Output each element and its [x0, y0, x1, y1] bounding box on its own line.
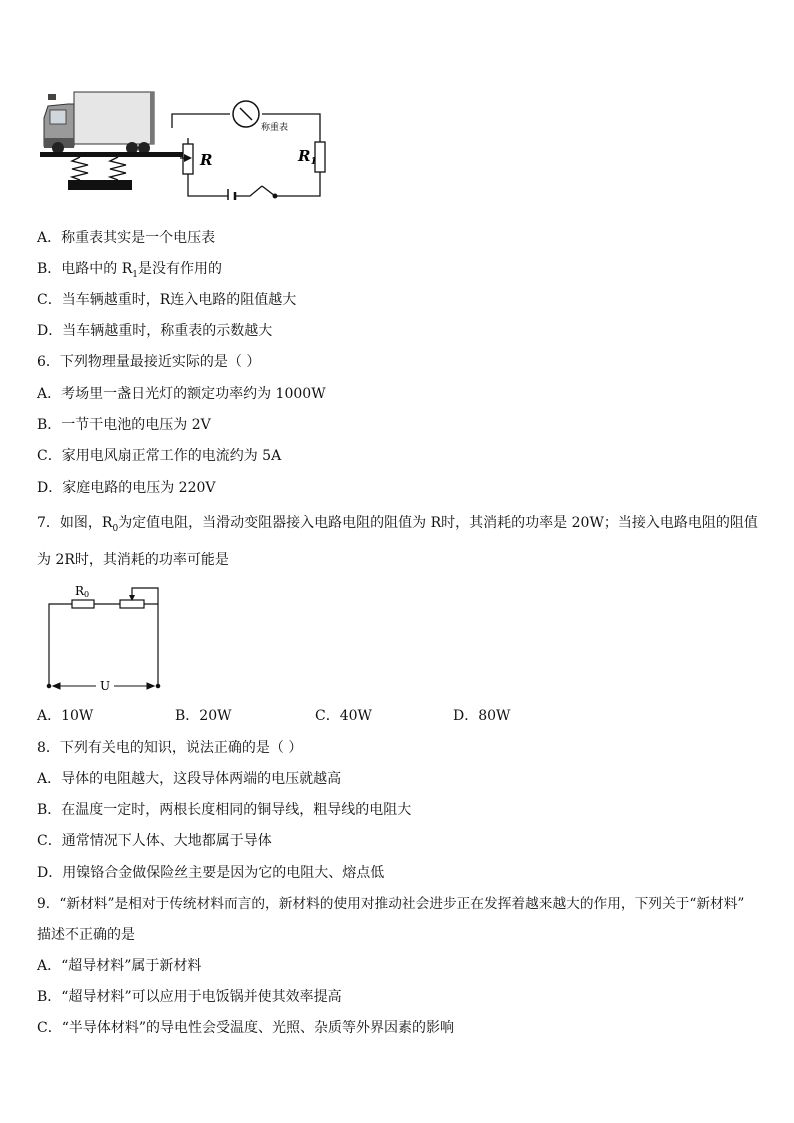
q6-stem: 6．下列物理量最接近实际的是（ ）: [37, 354, 261, 370]
q6-option-c: C．家用电风扇正常工作的电流约为 5A: [37, 448, 282, 464]
switch-icon: [262, 186, 277, 198]
q5-option-d: D．当车辆越重时，称重表的示数越大: [37, 323, 273, 339]
q7-option-c: C．40W: [315, 708, 372, 724]
q8-option-d: D．用镍铬合金做保险丝主要是因为它的电阻大、熔点低: [37, 865, 385, 881]
weight-meter-label: 称重表: [261, 123, 289, 133]
base-block: [68, 180, 132, 190]
resistor-r0-label: R0: [75, 584, 90, 599]
truck-scale-figure: [40, 88, 340, 200]
q7-option-b: B．20W: [175, 708, 232, 724]
rheostat: [120, 600, 144, 608]
q7-stem-line2: 为 2R时，其消耗的功率可能是: [37, 552, 229, 568]
resistor-r1-label: $R_1$: [298, 147, 317, 167]
q7-option-d: D．80W: [453, 708, 511, 724]
q6-option-b: B．一节干电池的电压为 2V: [37, 417, 211, 433]
q5-option-a: A．称重表其实是一个电压表: [37, 230, 216, 246]
q5-option-b: B．电路中的 $R_1$是没有作用的: [37, 261, 223, 280]
q7-option-a: A．10W: [37, 708, 94, 724]
weighing-platform: [40, 152, 185, 157]
q5-option-c: C．当车辆越重时，R连入电路的阻值越大: [37, 292, 297, 308]
q9-option-b: B．“超导材料”可以应用于电饭锅并使其效率提高: [37, 989, 342, 1005]
q8-stem: 8．下列有关电的知识，说法正确的是（ ）: [37, 740, 303, 756]
q8-option-c: C．通常情况下人体、大地都属于导体: [37, 833, 272, 849]
rheostat-label: R: [200, 151, 213, 169]
q8-option-b: B．在温度一定时，两根长度相同的铜导线，粗导线的电阻大: [37, 802, 412, 818]
r0-rheostat-circuit-figure: [44, 582, 168, 696]
q8-option-a: A．导体的电阻越大，这段导体两端的电压就越高: [37, 771, 342, 787]
spring-left: [72, 157, 88, 180]
q6-option-d: D．家庭电路的电压为 220V: [37, 480, 216, 496]
q9-stem-line2: 描述不正确的是: [37, 927, 135, 943]
voltage-u-label: U: [100, 679, 111, 693]
resistor-r0: [72, 600, 94, 608]
q6-option-a: A．考场里一盏日光灯的额定功率约为 1000W: [37, 386, 326, 402]
q7-stem-line1: 7．如图，$R_0$为定值电阻，当滑动变阻器接入电路电阻的阻值为 R时，其消耗的功率是 20W；当接入电路电阻的阻值: [37, 515, 758, 534]
truck-image: [44, 92, 154, 154]
q9-option-a: A．“超导材料”属于新材料: [37, 958, 202, 974]
q9-stem-line1: 9．“新材料”是相对于传统材料而言的，新材料的使用对推动社会进步正在发挥着越来越大的作用，下列关于“新材料”: [37, 896, 745, 912]
q9-option-c: C．“半导体材料”的导电性会受温度、光照、杂质等外界因素的影响: [37, 1020, 455, 1036]
spring-right: [110, 157, 126, 180]
battery-icon: [228, 189, 235, 200]
